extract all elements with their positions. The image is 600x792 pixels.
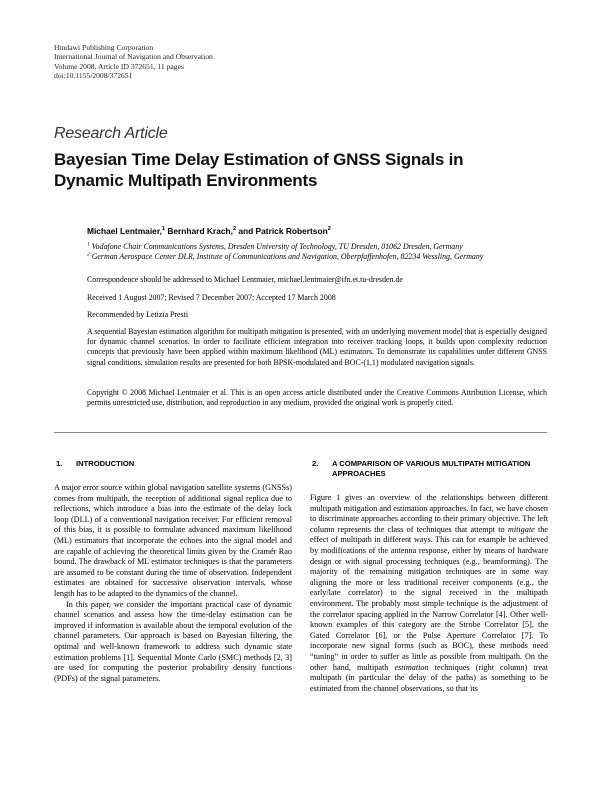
abstract: A sequential Bayesian estimation algorithm for multipath mitigation is presented, with an underlying movement model that is especially designed for dynamic channel scenarios. In order to facilitate efficient integration into receiver tracking loops, it builds upon complexity reduction concepts that previously have been applied within maximum likelihood (ML) estimators. To demonstrate its capabilities under different GNSS signal conditions, simulation results are presented for both BPSK-modulated and BOC-(1,1) modulated navigation signals. (87, 327, 547, 367)
emphasis-mitigate: mitigate (507, 524, 535, 534)
volume-line: Volume 2008, Article ID 372651, 11 pages (54, 61, 184, 71)
article-kind: Research Article (54, 125, 168, 142)
author-affil-mark: 1 (161, 226, 165, 233)
intro-paragraph-2: In this paper, we consider the important practical case of dynamic channel scenarios and assess how the time-delay estimation can be improved if information is available about the temporal evolution of the channel parameters. Our approach is based on Bayesian filtering, the optimal and well-known framework to address such dynamic state estimation problems [1]. Sequential Monte Carlo (SMC) methods [2, 3] are used for computing the posterior probability density functions (PDFs) of the signal parameters. (54, 599, 292, 683)
intro-paragraph-1: A major error source within global navigation satellite systems (GNSSs) comes from multipath, the reception of additional signal replica due to reflections, which introduce a bias into the estimate of the delay lock loop (DLL) of a conventional navigation receiver. For efficient removal of this bias, it is possible to formulate advanced maximum likelihood (ML) estimators that incorporate the echoes into the signal model and are capable of achieving the theoretical limits given by the Cramér Rao bound. The drawback of ML estimator techniques is that the parameters are assumed to be constant during the time of observation. Independent estimates are obtained for successive observation intervals, whose length has to be adapted to the dynamics of the channel. (54, 483, 292, 598)
recommended-by: Recommended by Letizia Presti (87, 310, 189, 319)
emphasis-estimation: estimation (394, 662, 429, 672)
author-affil-mark: 2 (232, 226, 237, 233)
author-name: Bernhard Krach, (167, 226, 233, 236)
right-column (310, 459, 548, 694)
paper-title (54, 149, 534, 191)
author-affil-mark: 2 (327, 226, 331, 233)
section-title: INTRODUCTION (76, 459, 135, 468)
copyright-notice: Copyright © 2008 Michael Lentmaier et al. This is an open access article distributed under the Creative Commons Attribution License, which permits unrestricted use, distribution, and reproduction in any medium, provided the original work is properly cited. (87, 388, 547, 408)
journal-line: International Journal of Navigation and Observation (54, 52, 213, 62)
affiliation-2: $^2$ German Aerospace Center DLR, Institute of Communications and Navigation, Oberpfaffenhofen, 82234 Wessling, Germany (87, 251, 484, 262)
journal-header (54, 43, 213, 80)
left-column (54, 459, 292, 684)
author-name: Michael Lentmaier, (87, 226, 162, 236)
header-divider (54, 432, 547, 433)
title-line-2: Dynamic Multipath Environments (54, 171, 318, 190)
comparison-paragraph-1: Figure 1 gives an overview of the relationships between different multipath mitigation and estimation approaches. In fact, we have chosen to discriminate approaches according to their primary objective. The left column represents the class of techniques that attempt to mitigate the effect of multipath in different ways. This can for example be achieved by modifications of the antenna response, either by means of hardware design or with signal processing techniques (e.g., beamforming). The majority of the remaining mitigation techniques are in some way aligning the more or less traditional receiver components (e.g., the early/late correlator) to the signal received in the multipath environment. The probably most simple technique is the adjustment of the correlator spacing applied in the Narrow Correlator [4]. Other well-known examples of this category are the Strobe Correlator [5], the Gated Correlator [6], or the Pulse Aperture Correlator [7]. To incorporate new signal forms (such as BOC), these methods need “tuning” in order to suffer as little as possible from multipath. On the other hand, multipath estimation techniques (right column) treat multipath (in particular the delay of the paths) as something to be estimated from the channel observations, so that its (310, 493, 548, 693)
received-dates: Received 1 August 2007; Revised 7 December 2007; Accepted 17 March 2008 (87, 293, 336, 302)
title-line-1: Bayesian Time Delay Estimation of GNSS Signals in (54, 150, 464, 169)
publisher-line: Hindawi Publishing Corporation (54, 43, 154, 52)
doi-line: doi:10.1155/2008/372651 (54, 70, 133, 80)
section-number: 1. (56, 459, 63, 468)
author-list (87, 226, 547, 236)
affiliations (87, 242, 547, 262)
affiliation-1: $^1$ Vodafone Chair Communications Systems, Dresden University of Technology, TU Dresden, 01062 Dresden, Germany (87, 241, 463, 251)
correspondence: Correspondence should be addressed to Michael Lentmaier, michael.lentmaier@ifn.et.tu-dresden.de (87, 275, 403, 284)
section-title: A COMPARISON OF VARIOUS MULTIPATH MITIGATION APPROACHES (332, 459, 531, 478)
section-heading-introduction (54, 459, 292, 469)
author-name: and Patrick Robertson (238, 226, 328, 236)
section-heading-comparison (310, 459, 548, 479)
section-number: 2. (312, 459, 319, 468)
